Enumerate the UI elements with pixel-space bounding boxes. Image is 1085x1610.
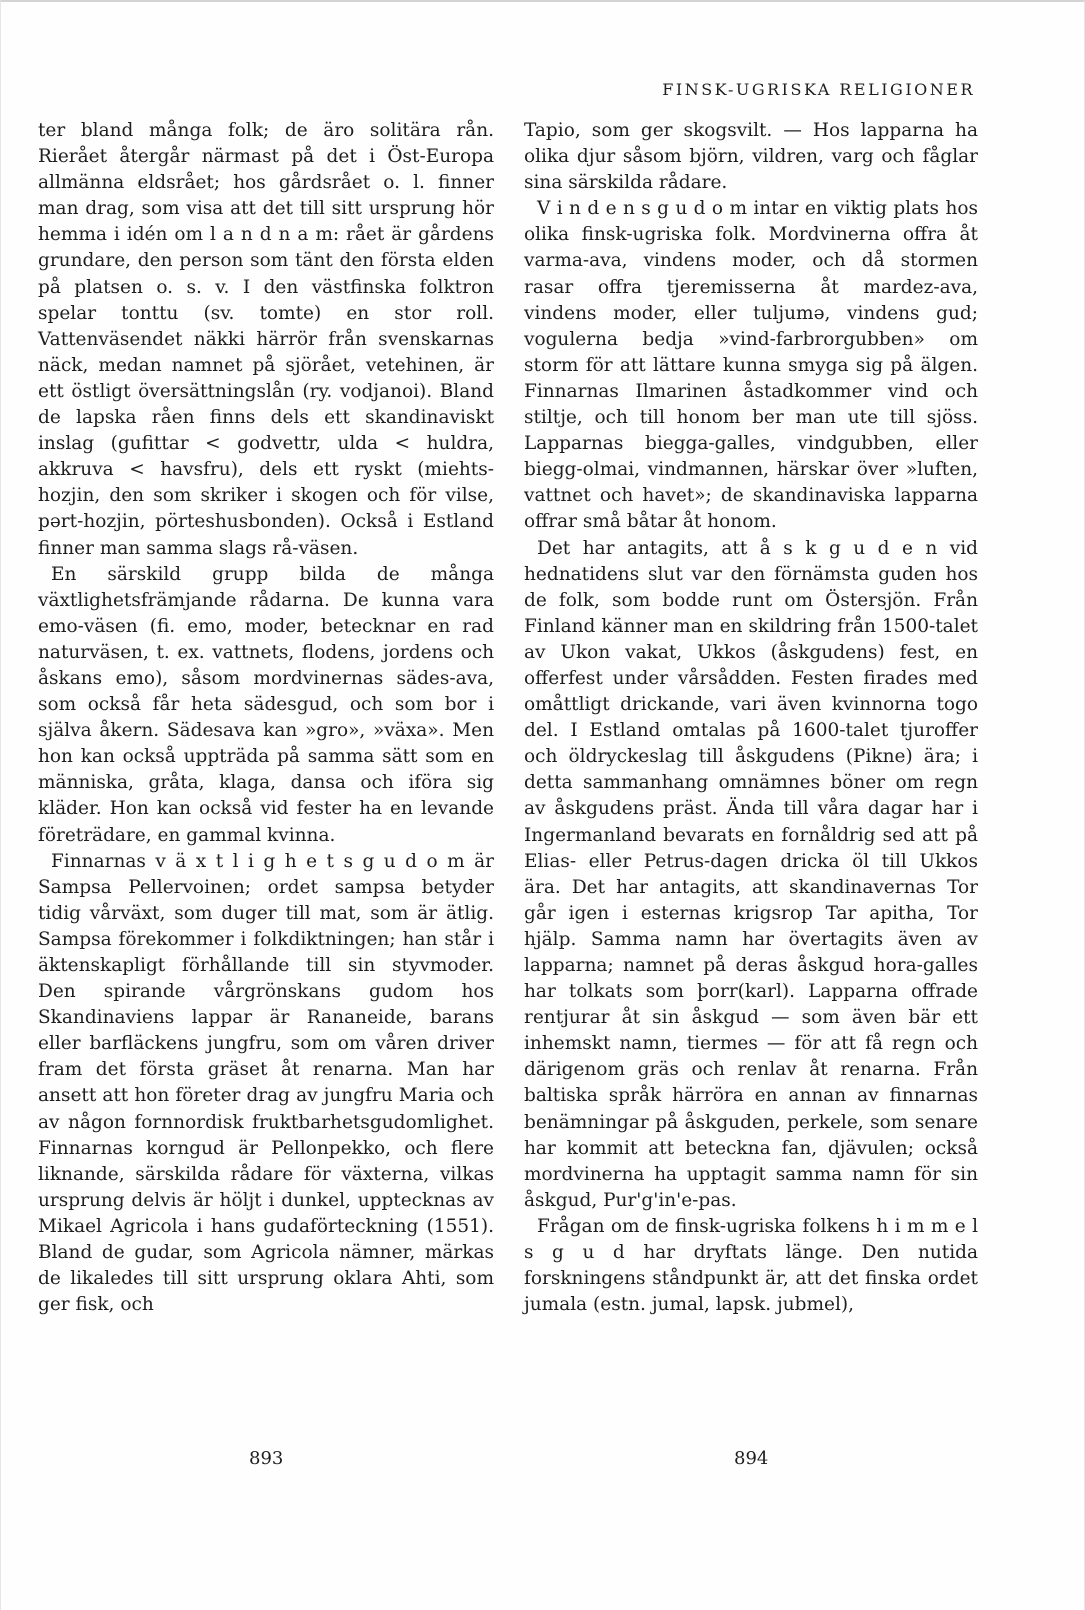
right-paragraph-2: V i n d e n s g u d o m intar en viktig plats hos olika finsk-ugriska folk. Mordvinerna offra åt varma-ava, vindens moder, och då stormen rasar offra tjeremisserna åt mardez-ava, vindens moder, eller tuljumə, vindens gud; vogulerna bedja »vind-farbrorgubben» om storm för att lättare kunna smyga sig på älgen. Finnarnas Ilmarinen åstadkommer vind och stiltje, och till honom ber man ute till sjöss. Lapparnas biegga-galles, vindgubben, eller biegg-olmai, vindmannen, härskar över »luften, vattnet och havet»; de skandinaviska lapparna offrar små båtar åt honom.	[524, 198, 978, 533]
left-column	[38, 118, 494, 1318]
page-number-left: 893	[249, 1448, 284, 1469]
right-paragraph-1: Tapio, som ger skogsvilt. — Hos lapparna ha olika djur såsom björn, vildren, varg och fåglar sina särskilda rådare.	[524, 120, 978, 194]
right-paragraph-3: Det har antagits, att å s k g u d e n vid hednatidens slut var den förnämsta guden hos de folk, som bodde runt om Östersjön. Från Finland känner man en skildring från 1500-talet av Ukon vakat, Ukkos (åskgudens) fest, en offerfest under vårsådden. Festen firades med omåttligt drickande, vari även kvinnorna togo del. I Estland omtalas på 1600-talet tjuroffer och öldryckeslag till åskgudens (Pikne) ära; i detta sammanhang omnämnes böner om regn av åskgudens präst. Ända till våra dagar har i Ingermanland bevarats en fornåldrig sed att på Elias- eller Petrus-dagen dricka öl till Ukkos ära. Det har antagits, att skandinavernas Tor går igen i esternas krigsrop Tar apitha, Tor hjälp. Samma namn har övertagits även av lapparna; namnet på deras åskgud hora-galles har tolkats som þorr(karl). Lapparna offrade rentjurar åt sin åskgud — som även bär ett inhemskt namn, tiermes — för att få regn och därigenom gräs och renlav åt renarna. Från baltiska språk härröra en annan av finnarnas benämningar på åskguden, perkele, som senare har kommit att beteckna fan, djävulen; också mordvinerna ha upptagit samma namn för sin åskgud, Pur'g'in'e-pas.	[524, 537, 978, 1211]
right-paragraph-4: Frågan om de finsk-ugriska folkens h i m m e l s g u d har dryftats länge. Den nutida forskningens ståndpunkt är, att det finska ordet jumala (estn. jumal, lapsk. jubmel),	[524, 1215, 978, 1316]
left-paragraph-2: En särskild grupp bilda de många växtlighetsfrämjande rådarna. De kunna vara emo-väsen (fi. emo, moder, betecknar en rad naturväsen, t. ex. vattnets, flodens, jordens och åskans emo), såsom mordvinernas sädes-ava, som också får heta sädesgud, och som bor i själva åkern. Sädesava kan »gro», »växa». Men hon kan också uppträda på samma sätt som en människa, gråta, klaga, dansa och iföra sig kläder. Hon kan också vid fester ha en levande företrädare, en gammal kvinna.	[38, 563, 494, 846]
left-paragraph-3: Finnarnas v ä x t l i g h e t s g u d o m är Sampsa Pellervoinen; ordet sampsa betyder tidig vårväxt, som duger till mat, som är ätlig. Sampsa förekommer i folkdiktningen; han står i äktenskapligt förhållande till sin styvmoder. Den spirande vårgrönskans gudom hos Skandinaviens lappar är Rananeide, barans eller barfläckens jungfru, som om våren driver fram det första gräset åt renarna. Man har ansett att hon företer drag av jungfru Maria och av någon fornnordisk fruktbarhetsgudomlighet. Finnarnas korngud är Pellonpekko, och flere liknande, särskilda rådare för växterna, vilkas ursprung delvis är höljt i dunkel, upptecknas av Mikael Agricola i hans gudaförteckning (1551). Bland de gudar, som Agricola nämner, märkas de likaledes till sitt ursprung oklara Ahti, som ger fisk, och	[38, 850, 494, 1316]
running-head: FINSK-UGRISKA RELIGIONER	[662, 80, 975, 99]
right-column	[524, 118, 978, 1318]
left-paragraph-1: ter bland många folk; de äro solitära rån. Rierået återgår närmast på det i Öst-Europa allmänna eldsrået; hos gårdsrået o. l. finner man drag, som visa att det till sitt ursprung hör hemma i idén om l a n d n a m: rået är gårdens grundare, den person som tänt den första elden på platsen o. s. v. I den västfinska folktron spelar tonttu (sv. tomte) en stor roll. Vattenväsendet näkki härrör från svenskarnas näck, medan namnet på sjörået, vetehinen, är ett östligt översättningslån (ry. vodjanoi). Bland de lapska råen finns dels ett skandinaviskt inslag (gufittar < godvettr, ulda < huldra, akkruva < havsfru), dels ett ryskt (miehts-hozjin, den som skriker i skogen och för vilse, pərt-hozjin, pörteshusbonden). Också i Estland finner man samma slags rå-väsen.	[38, 120, 494, 559]
page-number-right: 894	[734, 1448, 769, 1469]
